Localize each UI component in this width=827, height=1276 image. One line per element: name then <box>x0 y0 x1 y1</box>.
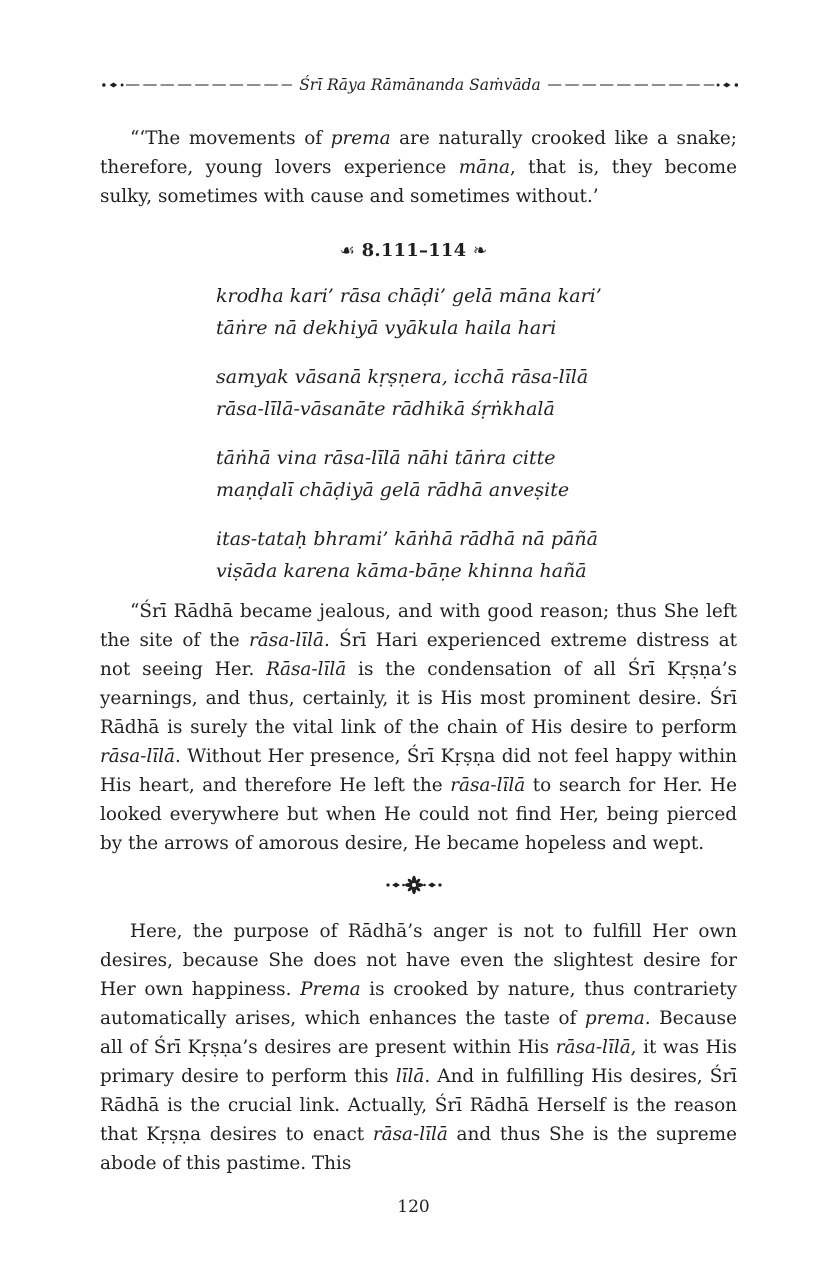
verse-line: krodha kari’ rāsa chāḍi’ gelā māna kari’ <box>216 285 602 307</box>
running-title: Śrī Rāya Rāmānanda Saṁvāda <box>299 76 541 94</box>
verse-line: maṇḍalī chāḍiyā gelā rādhā anveṣite <box>216 479 570 501</box>
text-run: , it was His primary desire to perform this <box>100 1037 737 1087</box>
verse-couplet <box>216 442 756 506</box>
text-run: is the condensation of all Śrī Kṛṣṇa’s yearnings, and thus, certainly, it is His most prominent desire. Śrī Rādhā is surely the vital link of the chain of His desire to perform <box>100 659 737 738</box>
verse-line: viṣāda karena kāma-bāṇe khinna hañā <box>216 560 587 582</box>
italic-term: rāsa-līlā <box>249 630 324 651</box>
text-run: is crooked by nature, thus contrariety automatically arises, which enhances the taste of <box>100 979 738 1029</box>
verse-line: tāṅre nā dekhiyā vyākula haila hari <box>216 317 557 339</box>
verse-line: rāsa-līlā-vāsanāte rādhikā śṛṅkhalā <box>216 398 555 420</box>
italic-term: prema <box>584 1008 645 1029</box>
verse-couplet <box>216 361 756 425</box>
italic-term: rāsa-līlā <box>555 1037 631 1058</box>
text-run: and thus She is the supreme abode of this pastime. This <box>100 1124 737 1174</box>
verse-reference <box>0 240 827 261</box>
text-run: . Without Her presence, Śrī Kṛṣṇa did not feel happy within His heart, and therefore He left the <box>100 746 737 796</box>
text-run: . Śrī Hari experienced extreme distress at not seeing Her. <box>100 630 738 680</box>
translation-paragraph <box>100 597 737 858</box>
italic-term: prema <box>330 128 391 149</box>
header-right-rule <box>548 78 740 92</box>
text-run: “Śrī Rādhā became jealous, and with good reason; thus She left the site of the <box>100 601 737 651</box>
flower-ornament-icon <box>384 875 444 895</box>
text-run: Here, the purpose of Rādhā’s anger is not to fulfill Her own desires, because She does not have even the slightest desire for Her own happiness. <box>100 921 737 1000</box>
text-run: . Because all of Śrī Kṛṣṇa’s desires are present within His <box>100 1008 737 1058</box>
header-left-rule <box>100 78 292 92</box>
italic-term: rāsa-līlā <box>450 775 526 796</box>
italic-term: Rāsa-līlā <box>266 659 347 680</box>
italic-term: māna <box>458 157 510 178</box>
italic-term: rāsa-līlā <box>100 746 175 767</box>
text-run: “‘The movements of <box>130 128 331 149</box>
section-divider <box>0 873 827 897</box>
right-ornament-icon: ❧ <box>472 241 488 261</box>
verse-number: 8.111–114 <box>361 240 467 261</box>
verse-line: tāṅhā vina rāsa-līlā nāhi tāṅra citte <box>216 447 556 469</box>
text-run: are naturally crooked like a snake; therefore, young lovers experience <box>100 128 737 178</box>
italic-term: Prema <box>300 979 361 1000</box>
page-number: 120 <box>397 1197 430 1217</box>
commentary-paragraph <box>100 917 737 1178</box>
left-ornament-icon: ☙ <box>339 241 356 261</box>
running-header <box>100 72 740 98</box>
italic-term: rāsa-līlā <box>372 1124 448 1145</box>
opening-paragraph <box>100 124 737 211</box>
italic-term: līlā <box>395 1066 425 1087</box>
verse-couplet <box>216 280 756 344</box>
verse-block <box>216 280 756 604</box>
verse-line: itas-tataḥ bhrami’ kāṅhā rādhā nā pāñā <box>216 528 598 550</box>
text-run: , that is, they become sulky, sometimes with cause and sometimes without.’ <box>100 157 738 207</box>
text-run: to search for Her. He looked everywhere but when He could not find Her, being pierced by the arrows of amorous desire, He became hopeless and wept. <box>100 775 737 854</box>
text-run: . And in fulfilling His desires, Śrī Rādhā is the crucial link. Actually, Śrī Rādhā Herself is the reason that Kṛṣṇa desires to enact <box>100 1066 737 1145</box>
verse-line: samyak vāsanā kṛṣṇera, icchā rāsa-līlā <box>216 366 589 388</box>
verse-couplet <box>216 523 756 587</box>
